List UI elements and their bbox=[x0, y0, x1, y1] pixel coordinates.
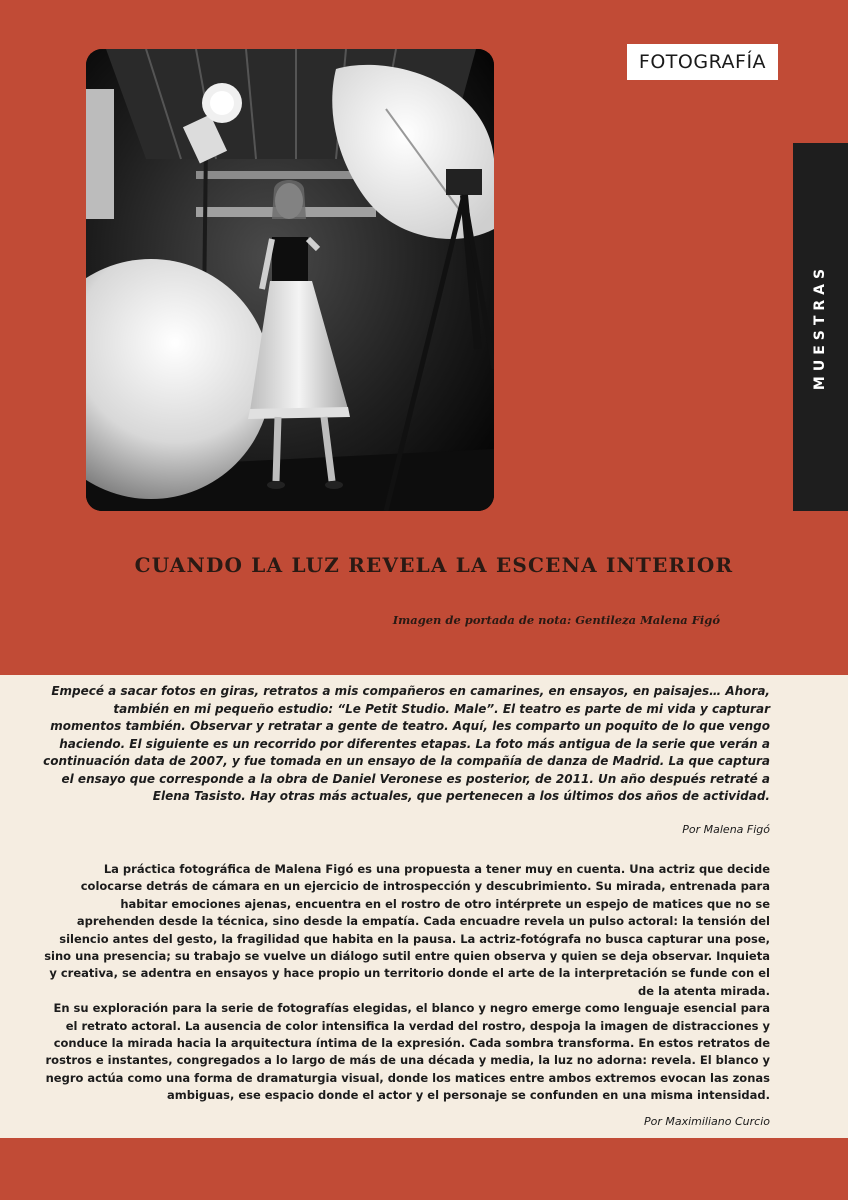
section-tag: FOTOGRAFÍA bbox=[627, 44, 778, 80]
article-body-panel bbox=[0, 675, 848, 1138]
intro-quote: Empecé a sacar fotos en giras, retratos a mis compañeros en camarines, en ensayos, en paisajes… Ahora, también en mi pequeño estudio: “Le Petit Studio. Male”. El teatro es parte de mi vida y capturar momentos también. Observar y retratar a gente de teatro. Aquí, les comparto un poquito de lo que vengo haciendo. El siguiente es un recorrido por diferentes etapas. La foto más antigua de la serie que verán a continuación data de 2007, y fue tomada en un ensayo de la compañía de danza de Madrid. La que captura el ensayo que corresponde a la obra de Daniel Veronese es posterior, de 2011. Un año después retraté a Elena Tasisto. Hay otras más actuales, que pertenecen a los últimos dos años de actividad. bbox=[43, 684, 770, 803]
intro-author: Por Malena Figó bbox=[682, 823, 770, 836]
side-tab-label: MUESTRAS bbox=[812, 263, 829, 391]
image-credit: Imagen de portada de nota: Gentileza Malena Figó bbox=[392, 613, 720, 627]
body-paragraph-1: La práctica fotográfica de Malena Figó es una propuesta a tener muy en cuenta. Una actriz que decide colocarse detrás de cámara en un ejercicio de introspección y descubrimiento. Su mirada, entrenada para habitar emociones ajenas, encuentra en el rostro de otro intérprete un espejo de matices que no se aprehenden desde la técnica, sino desde la empatía. Cada encuadre revela un pulso actoral: la tensión del silencio antes del gesto, la fragilidad que habita en la pausa. La actriz-fotógrafa no busca capturar una pose, sino una presencia; su trabajo se vuelve un diálogo sutil entre quien observa y quien se deja observar. Inquieta y creativa, se adentra en ensayos y hace propio un territorio donde el arte de la interpretación se funde con el de la atenta mirada. bbox=[44, 862, 770, 998]
cover-photo bbox=[86, 49, 494, 511]
body-author: Por Maximiliano Curcio bbox=[643, 1115, 770, 1128]
studio-portrait-image bbox=[86, 49, 494, 511]
article-title: CUANDO LA LUZ REVELA LA ESCENA INTERIOR bbox=[134, 553, 734, 577]
body-paragraph-2: En su exploración para la serie de fotografías elegidas, el blanco y negro emerge como lenguaje esencial para el retrato actoral. La ausencia de color intensifica la verdad del rostro, despoja la imagen de distracciones y conduce la mirada hacia la arquitectura íntima de la expresión. Cada sombra transforma. En estos retratos de rostros e instantes, congregados a lo largo de más de una década y media, la luz no adorna: revela. El blanco y negro actúa como una forma de dramaturgia visual, donde los matices entre ambos extremos evocan las zonas ambiguas, ese espacio donde el actor y el personaje se confunden en una misma intensidad. bbox=[45, 1001, 770, 1103]
side-tab bbox=[793, 143, 848, 511]
article-body bbox=[40, 861, 770, 1105]
